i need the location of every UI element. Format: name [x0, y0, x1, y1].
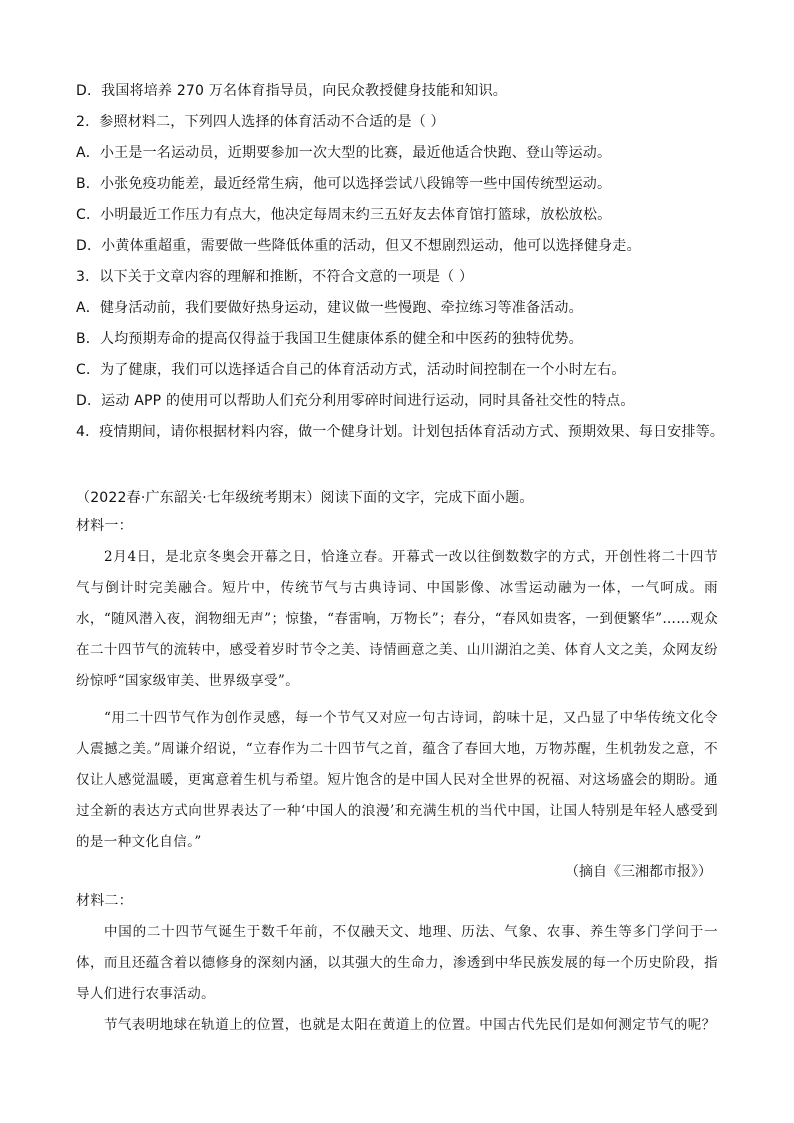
material1-source: （摘自《三湘都市报》） — [565, 864, 712, 880]
q2-option-c: C．小明最近工作压力有点大，他决定每周末约三五好友去体育馆打篮球，放松放松。 — [76, 207, 612, 223]
material2-paragraph-2: 节气表明地球在轨道上的位置，也就是太阳在黄道上的位置。中国古代先民们是如何测定节气的呢？ — [104, 1017, 716, 1033]
q1-option-d: D．我国将培养 270 万名体育指导员，向民众教授健身技能和知识。 — [76, 83, 508, 99]
section-intro: （2022春·广东韶关·七年级统考期末）阅读下面的文字，完成下面小题。 — [76, 490, 534, 506]
q2-option-d: D．小黄体重超重，需要做一些降低体重的活动，但又不想剧烈运动，他可以选择健身走。 — [76, 238, 641, 254]
q2-stem: 2．参照材料二，下列四人选择的体育活动不合适的是（ ） — [76, 114, 445, 130]
material1-heading: 材料一： — [76, 518, 133, 534]
q3-option-b: B．人均预期寿命的提高仅得益于我国卫生健康体系的健全和中医药的独特优势。 — [76, 331, 583, 347]
q2-option-a: A．小王是一名运动员，近期要参加一次大型的比赛，最近他适合快跑、登山等运动。 — [76, 145, 612, 161]
q3-option-c: C．为了健康，我们可以选择适合自己的体育活动方式，活动时间控制在一个小时左右。 — [76, 362, 626, 378]
material2-heading: 材料二： — [76, 893, 133, 909]
q3-stem: 3．以下关于文章内容的理解和推断，不符合文意的一项是（ ） — [76, 269, 474, 285]
material1-paragraph-1: 2月4日，是北京冬奥会开幕之日，恰逢立春。开幕式一改以往倒数数字的方式，开创性将二十四节气与倒计时完美融合。短片中，传统节气与古典诗词、中国影像、冰雪运动融为一体，一气呵成。雨水，“随风潜入夜，润物细无声”；惊蛰，“春雷响，万物长”；春分，“春风如贵客，一到便繁华”……观众在二十四节气的流转中，感受着岁时节令之美、诗情画意之美、山川湖泊之美、体育人文之美，众网友纷纷惊呼“国家级审美、世界级享受”。 — [76, 549, 718, 689]
q2-option-b: B．小张免疫功能差，最近经常生病，他可以选择尝试八段锦等一些中国传统型运动。 — [76, 176, 612, 192]
q4-stem: 4．疫情期间，请你根据材料内容，做一个健身计划。计划包括体育活动方式、预期效果、每日安排等。 — [76, 424, 725, 440]
q3-option-a: A．健身活动前，我们要做好热身运动，建议做一些慢跑、牵拉练习等准备活动。 — [76, 300, 583, 316]
material2-paragraph-1: 中国的二十四节气诞生于数千年前，不仅融天文、地理、历法、气象、农事、养生等多门学问于一体，而且还蕴含着以德修身的深刻内涵，以其强大的生命力，渗透到中华民族发展的每一个历史阶段，指导人们进行农事活动。 — [76, 924, 718, 1002]
material1-paragraph-2: “用二十四节气作为创作灵感，每一个节气又对应一句古诗词，韵味十足，又凸显了中华传统文化令人震撼之美。”周谦介绍说，“立春作为二十四节气之首，蕴含了春回大地，万物苏醒，生机勃发之意，不仅让人感觉温暖，更寓意着生机与希望。短片饱含的是中国人民对全世界的祝福、对这场盛会的期盼。通过全新的表达方式向世界表达了一种‘中国人的浪漫’和充满生机的当代中国，让国人特别是年轻人感受到的是一种文化自信。” — [76, 710, 718, 850]
q3-option-d: D．运动 APP 的使用可以帮助人们充分利用零碎时间进行运动，同时具备社交性的特点。 — [76, 393, 635, 409]
